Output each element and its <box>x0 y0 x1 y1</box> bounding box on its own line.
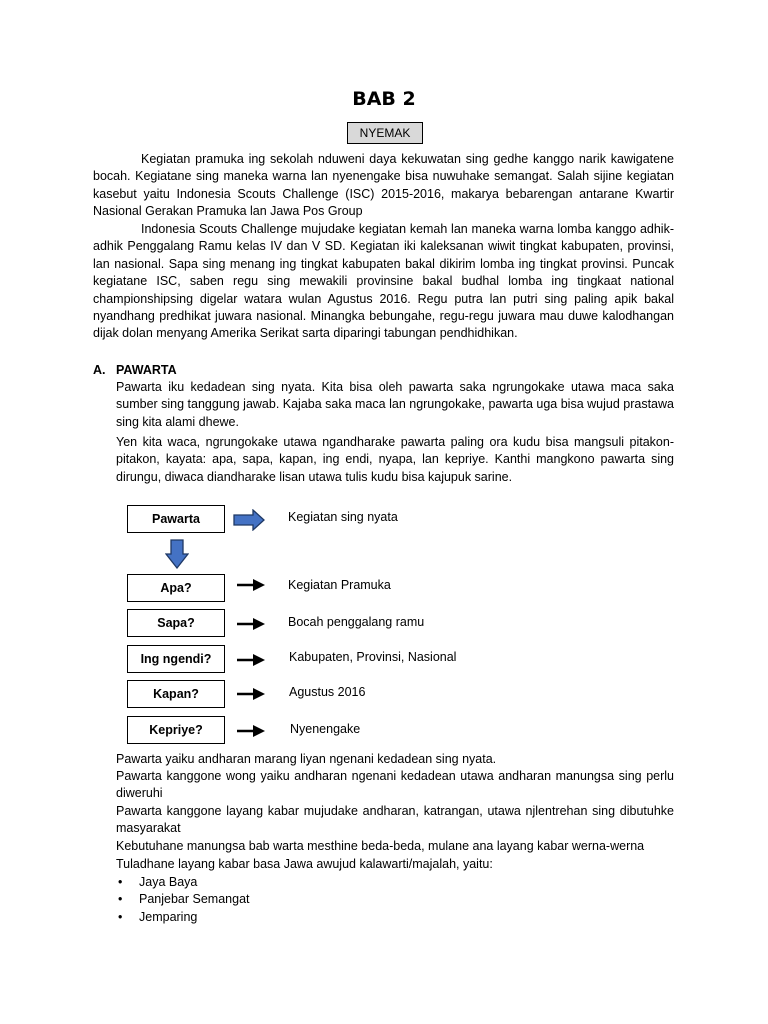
diagram-box-kepriye <box>127 716 225 744</box>
section-a-number: A. <box>93 363 106 377</box>
arrow-right-icon <box>237 688 265 700</box>
definition-line-5: Tuladhane layang kabar basa Jawa awujud kalawarti/majalah, yaitu: <box>116 857 493 871</box>
diagram-root-desc: Kegiatan sing nyata <box>288 510 398 524</box>
list-item <box>116 874 250 891</box>
diagram-box-sapa <box>127 609 225 637</box>
blue-arrow-right-icon <box>233 509 265 531</box>
section-label: NYEMAK <box>359 126 411 140</box>
bullet-icon: • <box>118 892 123 907</box>
diagram-root-label: Pawarta <box>152 512 200 526</box>
intro-paragraph-2: Indonesia Scouts Challenge mujudake kegiatan kemah lan maneka warna lomba kanggo adhik-adhik Penggalang Ramu kelas IV dan V SD. Kegiatan iki kaleksanan wiwit tingkat kabupaten, provinsi, lan nasional. Sapa sing menang ing tingkat kabupaten bakal dikirim lomba ing tingkat provinsi. Puncak kegiatane ISC, saben regu sing mewakili provinsine bakal budhal lomba ing tingkaat national championshipsing digelar watara wulan Agustus 2016. Regu putra lan putri sing paling apik bakal nyandhang predhikat juwara nasional. Minangka bebungahe, regu-regu juwara mau duwe kalodhangan dijak dolan menyang Amerika Serikat sarta diparingi tabungan pendhidhikan. <box>93 222 674 341</box>
definition-line-3: Pawarta kanggone layang kabar mujudake andharan, katrangan, utawa njlentrehan sing dibutuhke masyarakat <box>116 804 674 836</box>
chapter-title: BAB 2 <box>352 88 416 110</box>
diagram-desc-apa: Kegiatan Pramuka <box>288 578 391 592</box>
arrow-right-icon <box>237 618 265 630</box>
list-item <box>116 891 250 908</box>
arrow-right-icon <box>237 654 265 666</box>
diagram-desc-sapa: Bocah penggalang ramu <box>288 615 425 629</box>
diagram-label-kepriye: Kepriye? <box>149 723 203 737</box>
magazine-list <box>116 874 250 926</box>
section-a-paragraph-2: Yen kita waca, ngrungokake utawa ngandharake pawarta paling ora kudu bisa mangsuli pitakon-pitakon, kayata: apa, sapa, kapan, ing endi, nyapa, lan kepriye. Kanthi mangkono pawarta sing dirungu, diwaca diandharake lisan utawa tulis kudu bisa kajupuk sarine. <box>116 435 674 484</box>
section-a-title: PAWARTA <box>116 363 177 377</box>
blue-arrow-down-icon <box>165 539 189 569</box>
diagram-box-kapan <box>127 680 225 708</box>
diagram-desc-kapan: Agustus 2016 <box>289 685 366 699</box>
diagram-label-kapan: Kapan? <box>153 687 199 701</box>
diagram-label-sapa: Sapa? <box>157 616 195 630</box>
list-item <box>116 909 250 926</box>
definition-line-4: Kebutuhane manungsa bab warta mesthine beda-beda, mulane ana layang kabar werna-werna <box>116 839 645 853</box>
arrow-right-icon <box>237 725 265 737</box>
magazine-name: Panjebar Semangat <box>139 892 250 907</box>
diagram-box-apa <box>127 574 225 602</box>
section-a-paragraph-1: Pawarta iku kedadean sing nyata. Kita bisa oleh pawarta saka ngrungokake utawa maca saka sumber sing tanggung jawab. Kajaba saka maca lan ngrungokake, pawarta uga bisa wujud prastawa sing kita alami dhewe. <box>116 380 674 429</box>
magazine-name: Jaya Baya <box>139 875 198 889</box>
intro-paragraph-1: Kegiatan pramuka ing sekolah nduweni daya kekuwatan sing gedhe kanggo narik kawigatene bocah. Kegiatane sing maneka warna lan nyenengake bisa nuwuhake semangat. Salah sijine kegiatan kasebut yaitu Indonesia Scouts Challenge (ISC) 2015-2016, makarya bebarengan antarane Kwartir Nasional Gerakan Pramuka lan Jawa Pos Group <box>93 152 674 219</box>
arrow-right-icon <box>237 579 265 591</box>
diagram-desc-ing-ngendi: Kabupaten, Provinsi, Nasional <box>289 650 457 664</box>
bullet-icon: • <box>118 909 123 924</box>
diagram-root-box <box>127 505 225 533</box>
definition-line-2: Pawarta kanggone wong yaiku andharan ngenani kedadean utawa andharan manungsa sing perlu diweruhi <box>116 769 674 801</box>
magazine-name: Jemparing <box>139 909 198 924</box>
section-label-box <box>347 122 423 144</box>
diagram-desc-kepriye: Nyenengake <box>290 722 361 736</box>
definition-line-1: Pawarta yaiku andharan marang liyan ngenani kedadean sing nyata. <box>116 752 497 766</box>
bullet-icon: • <box>118 875 123 889</box>
section-a-heading <box>93 363 177 377</box>
diagram-label-apa: Apa? <box>160 581 192 595</box>
diagram-label-ing-ngendi: Ing ngendi? <box>140 652 212 666</box>
diagram-box-ing-ngendi <box>127 645 225 673</box>
